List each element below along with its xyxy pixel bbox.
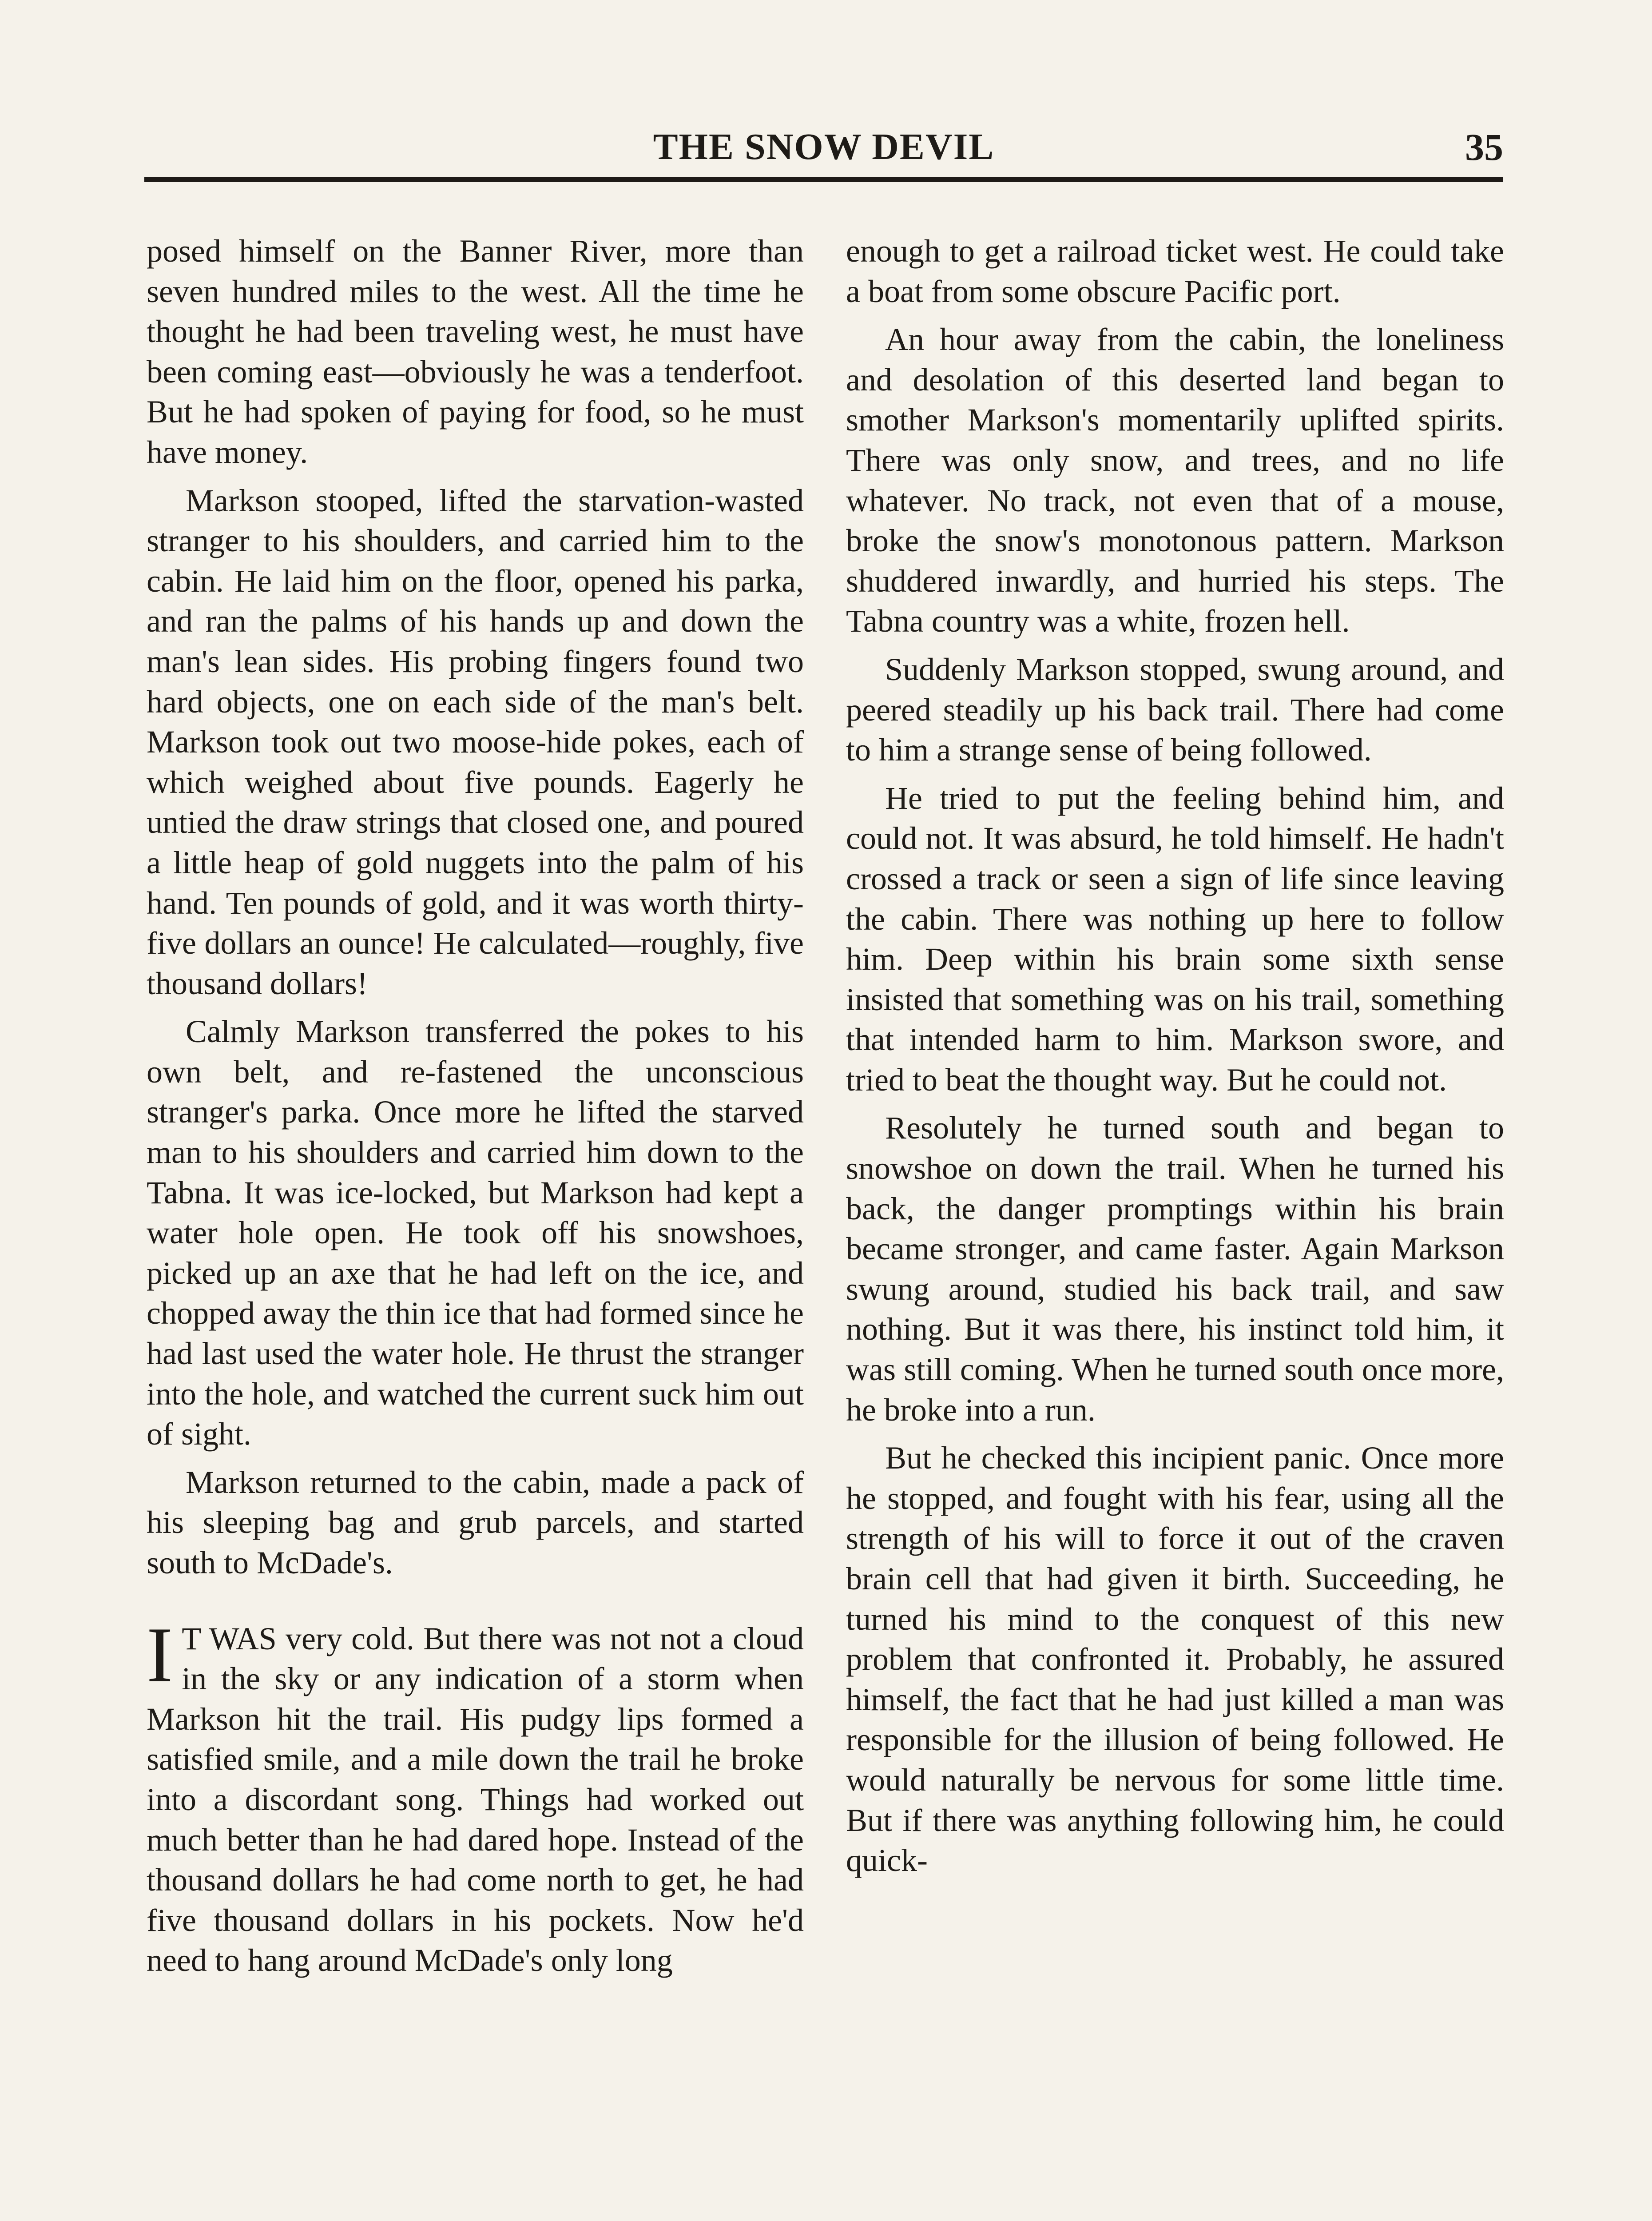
paragraph: posed himself on the Banner River, more than seven hundred miles to the west. All the time he thought he had been traveling west, he must have been coming east—obviously he was a tenderfoot. But he had spoken of paying for food, so he must have money.: [147, 233, 804, 470]
paragraph-text: T WAS very cold. But there was not not a cloud in the sky or any indication of a storm when Markson hit the trail. His pudgy lips formed a satisfied smile, and a mile down the trail he broke into a discordant song. Things had worked out much better than he had dared hope. Instead of the thousand dollars he had come north to get, he had five thousand dollars in his pockets. Now he'd need to hang around McDade's only long: [147, 1620, 804, 1978]
paragraph: But he checked this incipient panic. Once more he stopped, and fought with his fear, using all the strength of his will to force it out of the craven brain cell that had given it birth. Succeeding, he turned his mind to the conquest of this new problem that confronted it. Probably, he assured himself, the fact that he had just killed a man was responsible for the illusion of being followed. He would naturally be nervous for some little time. But if there was anything following him, he could quick-: [846, 1440, 1504, 1879]
running-head: [144, 123, 1503, 171]
section-opening-paragraph: [147, 1610, 804, 1981]
paragraph: Suddenly Markson stopped, swung around, and peered steadily up his back trail. There had come to him a strange sense of being followed.: [846, 651, 1504, 768]
page-number: 35: [1465, 126, 1503, 168]
paragraph: enough to get a railroad ticket west. He could take a boat from some obscure Pacific port.: [846, 233, 1504, 309]
drop-cap: I: [147, 1610, 173, 1699]
right-column: [846, 231, 1504, 2221]
paragraph: Calmly Markson transferred the pokes to his own belt, and re-fastened the unconscious stranger's parka. Once more he lifted the starved man to his shoulders and carried him down to the Tabna. It was ice-locked, but Markson had kept a water hole open. He took off his snowshoes, picked up an axe that he had left on the ice, and chopped away the thin ice that had formed since he had last used the water hole. He thrust the stranger into the hole, and watched the current suck him out of sight.: [147, 1014, 804, 1452]
paragraph: Resolutely he turned south and began to snowshoe on down the trail. When he turned his back, the danger promptings within his brain became stronger, and came faster. Again Markson swung around, studied his back trail, and saw nothing. But it was there, his instinct told him, it was still coming. When he turned south once more, he broke into a run.: [846, 1110, 1504, 1428]
story-title: THE SNOW DEVIL: [653, 126, 995, 167]
header-rule: [144, 177, 1503, 182]
paragraph: He tried to put the feeling behind him, and could not. It was absurd, he told himself. He hadn't crossed a track or seen a sign of life since leaving the cabin. There was nothing up here to follow him. Deep within his brain some sixth sense insisted that something was on his trail, something that intended harm to him. Markson swore, and tried to beat the thought way. But he could not.: [846, 780, 1504, 1098]
paragraph: An hour away from the cabin, the loneliness and desolation of this deserted land began to smother Markson's momentarily uplifted spirits. There was only snow, and trees, and no life whatever. No track, not even that of a mouse, broke the snow's monotonous pattern. Markson shuddered inwardly, and hurried his steps. The Tabna country was a white, frozen hell.: [846, 322, 1504, 639]
left-column: [147, 231, 804, 2221]
paragraph: Markson stooped, lifted the starvation-wasted stranger to his shoulders, and carried him to the cabin. He laid him on the floor, opened his parka, and ran the palms of his hands up and down the man's lean sides. His probing fingers found two hard objects, one on each side of the man's belt. Markson took out two moose-hide pokes, each of which weighed about five pounds. Eagerly he untied the draw strings that closed one, and poured a little heap of gold nuggets into the palm of his hand. Ten pounds of gold, and it was worth thirty-five dollars an ounce! He calculated—roughly, five thousand dollars!: [147, 482, 804, 1001]
paragraph: Markson returned to the cabin, made a pack of his sleeping bag and grub parcels, and started south to McDade's.: [147, 1464, 804, 1580]
